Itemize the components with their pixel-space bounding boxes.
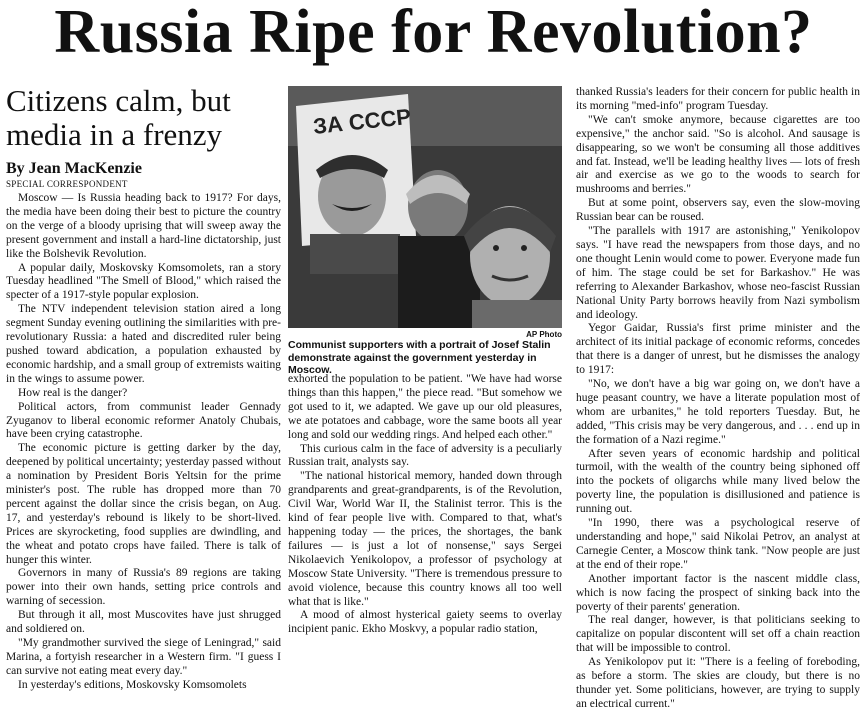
headline: Russia Ripe for Revolution? (54, 0, 813, 66)
paragraph: Governors in many of Russia's 89 regions are taking power into their own hands, setting price controls and warning of secession. (6, 567, 281, 608)
paragraph: "We can't smoke anymore, because cigarettes are too expensive," the anchor said. "So is alcohol. And sausage is disappearing, so we won't be consuming all those additives and fat. Instead, we'll be leading healthy lives — lots of fresh air and exercise as we go to the woods to search for mushrooms and berries." (576, 113, 860, 196)
paragraph: The NTV independent television station aired a long segment Sunday evening outlining the similarities with pre-revolutionary Russia: a hated and discredited ruler being pushed toward abdication, a population exhausted by economic hardship, and a small group of extremists waiting in the wings to assume power. (6, 303, 281, 385)
paragraph: "The parallels with 1917 are astonishing," Yenikolopov says. "I have read the newspapers from those days, and no one thought Lenin would come to power. Everyone made fun of him. The stage could be set for Barkashov." He was referring to Alexander Barkashov, whose neo-fascist Russian National Unity Party borrows heavily from Nazi symbolism and ideology. (576, 225, 860, 321)
paragraph: Yegor Gaidar, Russia's first prime minister and the architect of its initial package of economic reforms, concedes that there is a danger of unrest, but he dismisses the analogy to 1917: (576, 322, 860, 377)
byline-role: SPECIAL CORRESPONDENT (6, 179, 128, 189)
paragraph: "No, we don't have a big war going on, we don't have a huge peasant country, we have a literate population most of whom are urbanites," he told reporters Tuesday. But, he added, "This crisis may be very dangerous, and . . . end up in the formation of a Nazi regime." (576, 378, 860, 446)
paragraph: Political actors, from communist leader Gennady Zyuganov to liberal economic reformer Anatoly Chubais, have been crying catastrophe. (6, 400, 281, 441)
article-column-3 (576, 86, 860, 712)
paragraph: But through it all, most Muscovites have just shrugged and soldiered on. (6, 609, 281, 636)
paragraph: After seven years of economic hardship and political turmoil, with the wealth of the country being siphoned off into the pockets of oligarchs while many lived below the poverty line, the population is disillusioned and patience is running out. (576, 447, 860, 516)
paragraph: thanked Russia's leaders for their concern for public health in its morning "med-info" program Tuesday. (576, 86, 860, 112)
paragraph: This curious calm in the face of adversity is a peculiarly Russian trait, analysts say. (288, 442, 562, 469)
paragraph: In yesterday's editions, Moskovsky Komsomolets (18, 678, 247, 691)
subheadline: Citizens calm, but media in a frenzy (6, 83, 231, 152)
paragraph: "My grandmother survived the siege of Leningrad," said Marina, a fortyish researcher in a Western firm. "I guess I can survive not eating meat every day." (6, 637, 281, 677)
article-column-2 (288, 373, 562, 637)
paragraph: "In 1990, there was a psychological reserve of understanding and hope," said Nikolai Petrov, an analyst at Carnegie Center, a Moscow think tank. "Now people are just at the end of their rope." (576, 517, 860, 571)
paragraph: How real is the danger? (18, 386, 128, 399)
protest-photo-illustration (288, 86, 562, 328)
paragraph: A mood of almost hysterical gaiety seems to overlay incipient panic. Ekho Moskvy, a popular radio station, (288, 609, 562, 636)
paragraph: The economic picture is getting darker by the day, deepened by political uncertainty; yesterday passed without a nomination by President Boris Yeltsin for the prime minister's post. The ruble has dropped more than 70 percent against the dollar since the crisis began, on Aug. 17, and yesterday's rebound is likely to be short-lived. Prices are skyrocketing, food supplies are dwindling, and the wheat and potato crops have failed. There is talk of hunger this winter. (6, 442, 281, 566)
paragraph: But at some point, observers say, even the slow-moving Russian bear can be roused. (576, 197, 860, 224)
byline: By Jean MacKenzie (6, 160, 142, 177)
photo-caption: Communist supporters with a portrait of Josef Stalin demonstrate against the government yesterday in Moscow. (288, 339, 551, 376)
paragraph: A popular daily, Moskovsky Komsomolets, ran a story Tuesday headlined "The Smell of Blood," which raised the specter of a 1917-style popular explosion. (6, 261, 281, 302)
article-column-1 (6, 192, 281, 693)
paragraph: Moscow — Is Russia heading back to 1917? For days, the media have been doing their best to picture the country on the verge of a bloody uprising that will sweep away the present government and install a hard-line dictatorship, just like the Bolshevik Revolution. (6, 192, 281, 260)
photo-credit: AP Photo (526, 330, 562, 339)
sign-text: ЗА СССР (311, 103, 413, 139)
news-photo (288, 86, 562, 328)
paragraph: As Yenikolopov put it: "There is a feeling of foreboding, as before a storm. The skies are cloudy, but there is no thunder yet. Some politicians, however, are trying to supply an electrical current." (576, 656, 860, 710)
paragraph: exhorted the population to be patient. "We have had worse things than this happen," the piece read. "But somehow we got used to it, we adapted. We gave up our old pleasures, we ate potatoes and cabbage, wore the same boots all year long and sold our wedding rings. And helped each other." (288, 373, 562, 441)
paragraph: Another important factor is the nascent middle class, which is now facing the prospect of sinking back into the poverty of their parents' generation. (576, 572, 860, 613)
paragraph: The real danger, however, is that politicians seeking to capitalize on popular discontent will set off a chain reaction that will be impossible to control. (576, 614, 860, 655)
paragraph: "The national historical memory, handed down through grandparents and great-grandparents, is of the Revolution, Civil War, World War II, the Stalinist terror. This is the kind of fear people live with. Compared to that, what's happening today — the prices, the shortages, the bank failures — is just a lot of nonsense," says Sergei Nikolaevich Yenikolopov, a professor of psychology at Moscow State University. "There is tremendous pressure to avoid violence, because this country knows all too well what that is like." (288, 470, 562, 608)
